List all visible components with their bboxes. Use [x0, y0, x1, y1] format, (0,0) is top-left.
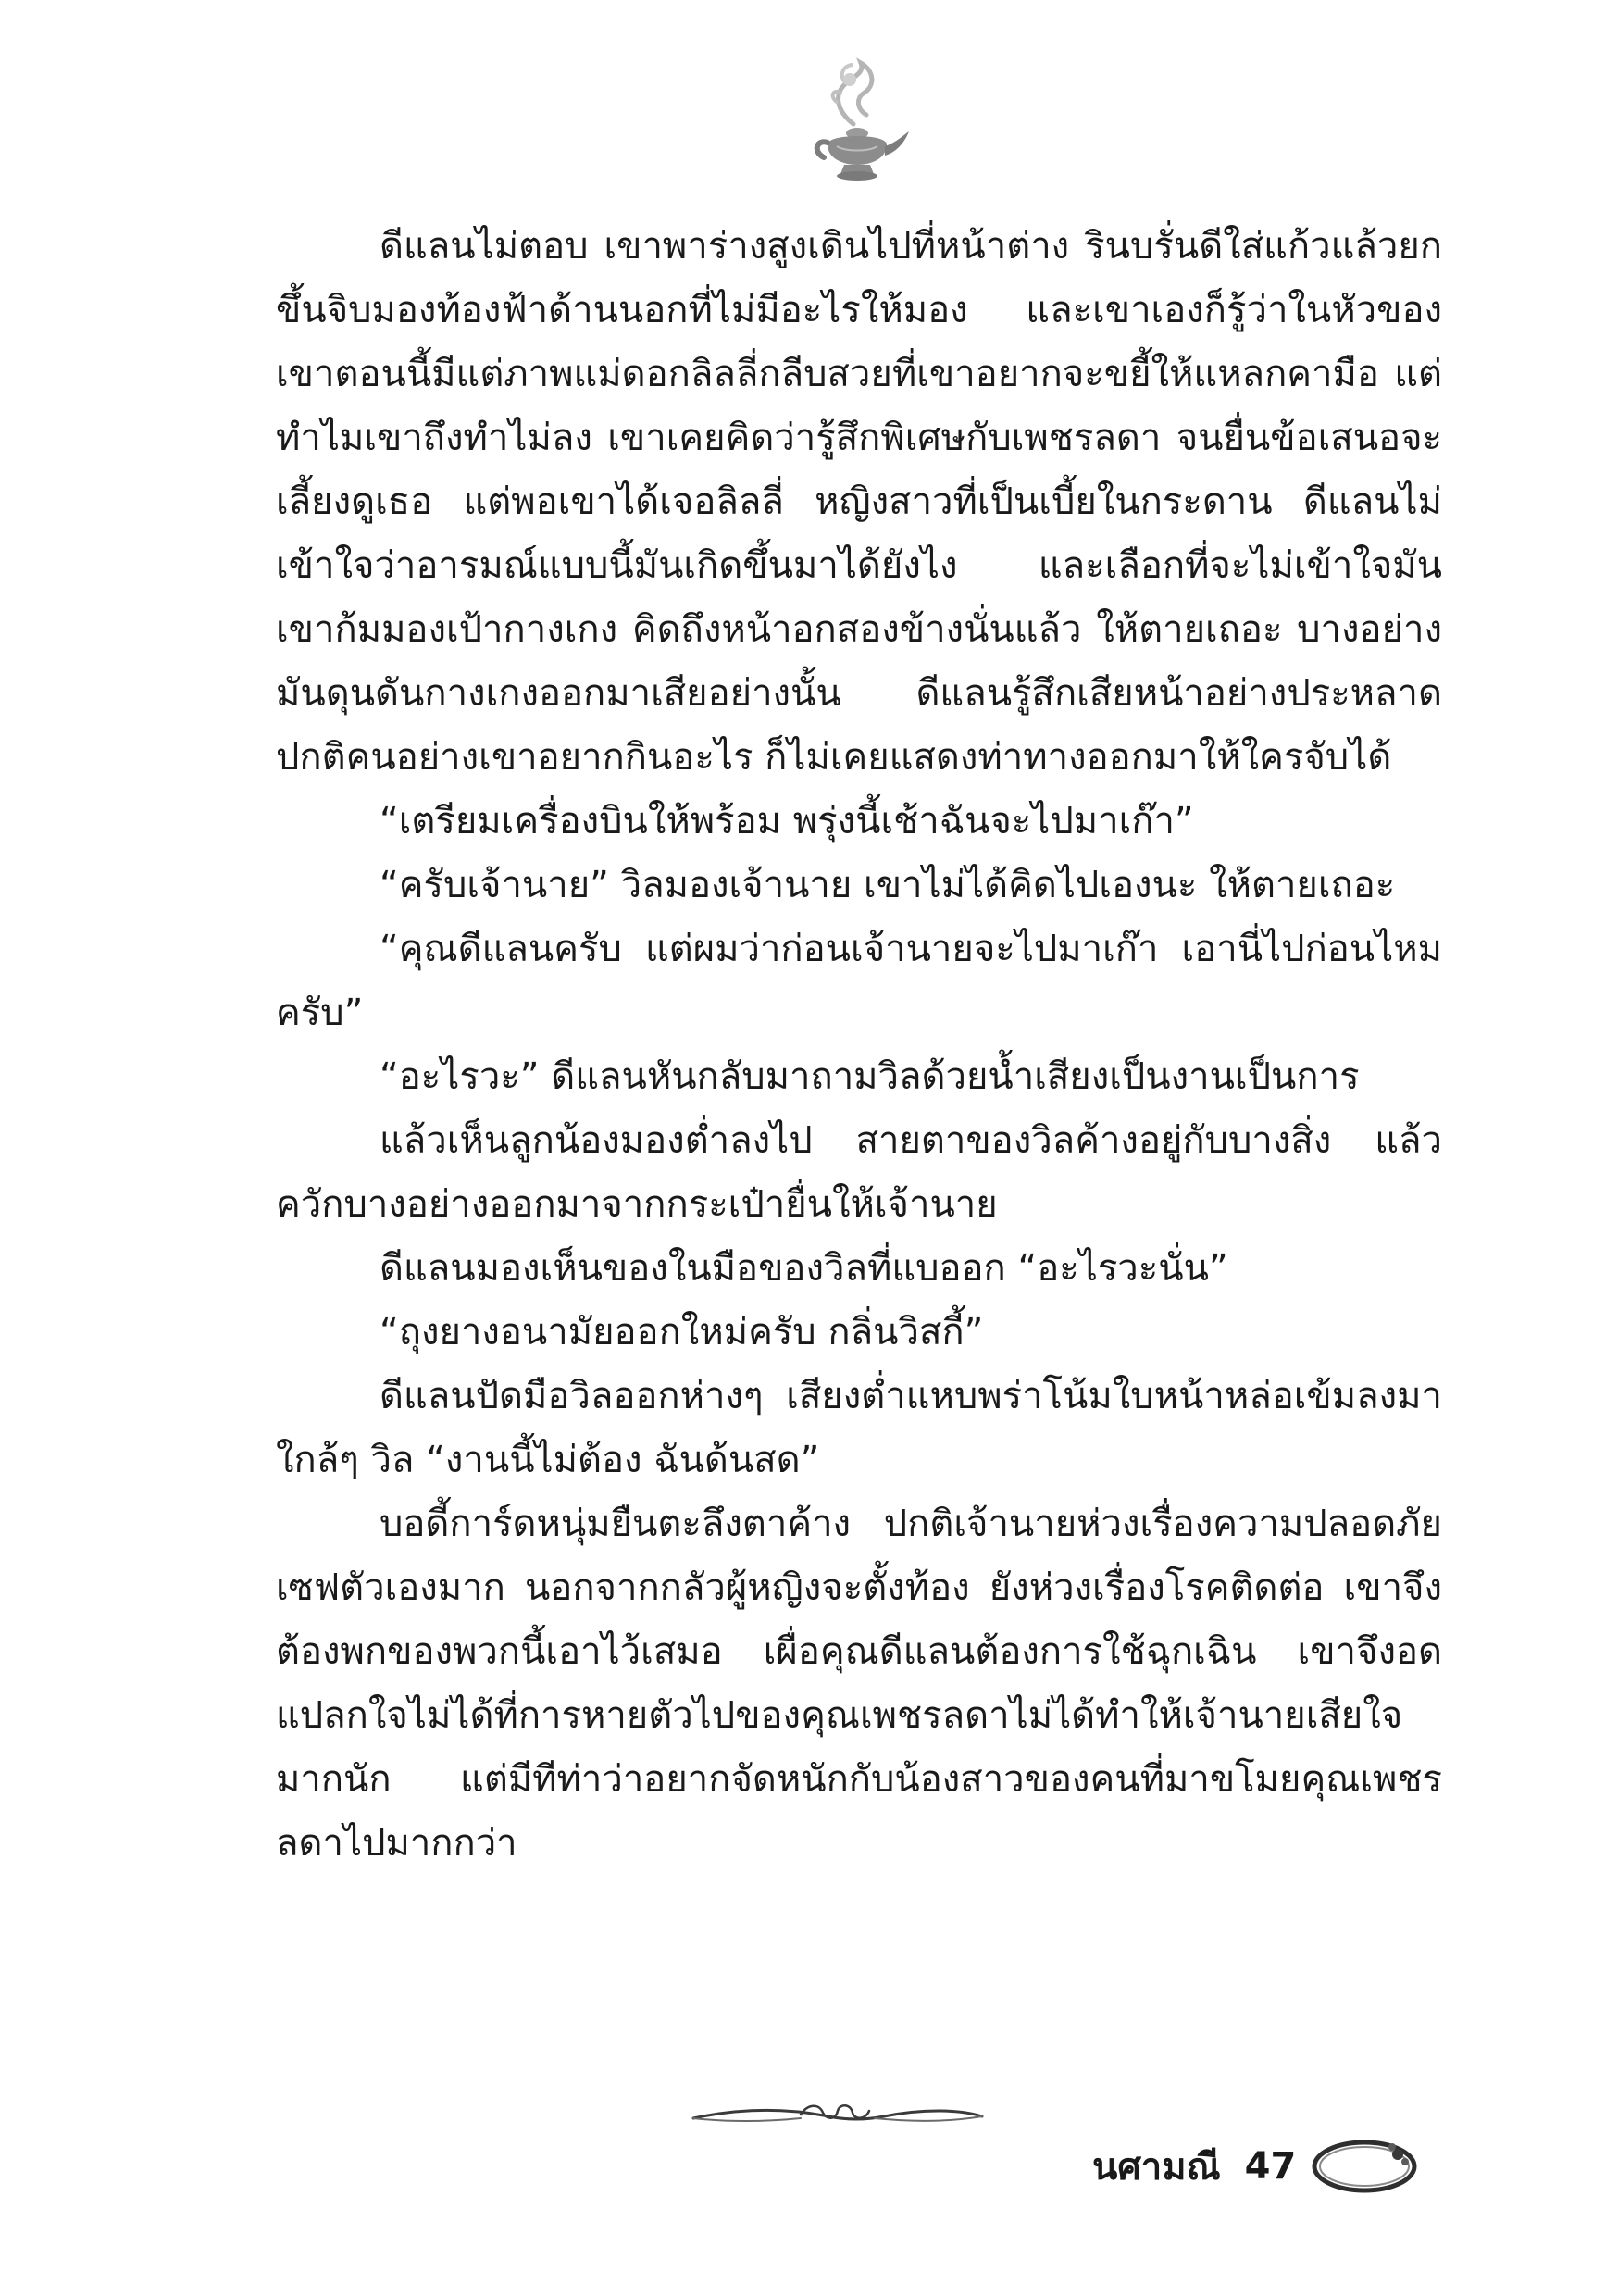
- paragraph: ดีแลนไม่ตอบ เขาพาร่างสูงเดินไปที่หน้าต่าง รินบรั่นดีใส่แก้วแล้วยกขึ้นจิบมองท้องฟ้าด้านนอกที่ไม่มีอะไรให้มอง และเขาเองก็รู้ว่าในหัวของเขาตอนนี้มีแต่ภาพแม่ดอกลิลลี่กลีบสวยที่เขาอยากจะขยี้ให้แหลกคามือ แต่ทำไมเขาถึงทำไม่ลง เขาเคยคิดว่ารู้สึกพิเศษกับเพชรลดา จนยื่นข้อเสนอจะเลี้ยงดูเธอ แต่พอเขาได้เจอลิลลี่ หญิงสาวที่เป็นเบี้ยในกระดาน ดีแลนไม่เข้าใจว่าอารมณ์แบบนี้มันเกิดขึ้นมาได้ยังไง และเลือกที่จะไม่เข้าใจมัน เขาก้มมองเป้ากางเกง คิดถึงหน้าอกสองข้างนั่นแล้ว ให้ตายเถอะ บางอย่างมันดุนดันกางเกงออกมาเสียอย่างนั้น ดีแลนรู้สึกเสียหน้าอย่างประหลาด ปกติคนอย่างเขาอยากกินอะไร ก็ไม่เคยแสดงท่าทางออกมาให้ใครจับได้: [276, 225, 1442, 779]
- paragraph: “คุณดีแลนครับ แต่ผมว่าก่อนเจ้านายจะไปมาเก๊า เอานี่ไปก่อนไหมครับ”: [276, 928, 1442, 1034]
- paragraph: “ครับเจ้านาย” วิลมองเจ้านาย เขาไม่ได้คิดไปเองนะ ให้ตายเถอะ: [380, 864, 1396, 906]
- paragraph: ดีแลนมองเห็นของในมือของวิลที่แบออก “อะไรวะนั่น”: [380, 1247, 1228, 1290]
- page-number: 47: [1244, 2145, 1297, 2188]
- bracelet-icon: [1309, 2134, 1420, 2199]
- body-text: [276, 215, 1442, 1876]
- paragraph: “อะไรวะ” ดีแลนหันกลับมาถามวิลด้วยน้ำเสียงเป็นงานเป็นการ: [380, 1055, 1360, 1098]
- page-footer: [1092, 2129, 1420, 2203]
- genie-lamp-icon: [800, 56, 911, 194]
- flourish-divider-icon: [690, 2100, 986, 2131]
- paragraph: “เตรียมเครื่องบินให้พร้อม พรุ่งนี้เช้าฉันจะไปมาเก๊า”: [380, 800, 1194, 842]
- paragraph: “ถุงยางอนามัยออกใหม่ครับ กลิ่นวิสกี้”: [380, 1311, 984, 1354]
- paragraph: แล้วเห็นลูกน้องมองต่ำลงไป สายตาของวิลค้างอยู่กับบางสิ่ง แล้วควักบางอย่างออกมาจากกระเป๋ายื่นให้เจ้านาย: [276, 1119, 1442, 1226]
- footer-title: นศามณี: [1092, 2146, 1221, 2189]
- paragraph: ดีแลนปัดมือวิลออกห่างๆ เสียงต่ำแหบพร่าโน้มใบหน้าหล่อเข้มลงมาใกล้ๆ วิล “งานนี้ไม่ต้อง ฉันด้นสด”: [276, 1375, 1442, 1481]
- paragraph: บอดี้การ์ดหนุ่มยืนตะลึงตาค้าง ปกติเจ้านายห่วงเรื่องความปลอดภัยเซฟตัวเองมาก นอกจากกลัวผู้หญิงจะตั้งท้อง ยังห่วงเรื่องโรคติดต่อ เขาจึงต้องพกของพวกนี้เอาไว้เสมอ เผื่อคุณดีแลนต้องการใช้ฉุกเฉิน เขาจึงอดแปลกใจไม่ได้ที่การหายตัวไปของคุณเพชรลดาไม่ได้ทำให้เจ้านายเสียใจมากนัก แต่มีทีท่าว่าอยากจัดหนักกับน้องสาวของคนที่มาขโมยคุณเพชรลดาไปมากกว่า: [276, 1503, 1442, 1865]
